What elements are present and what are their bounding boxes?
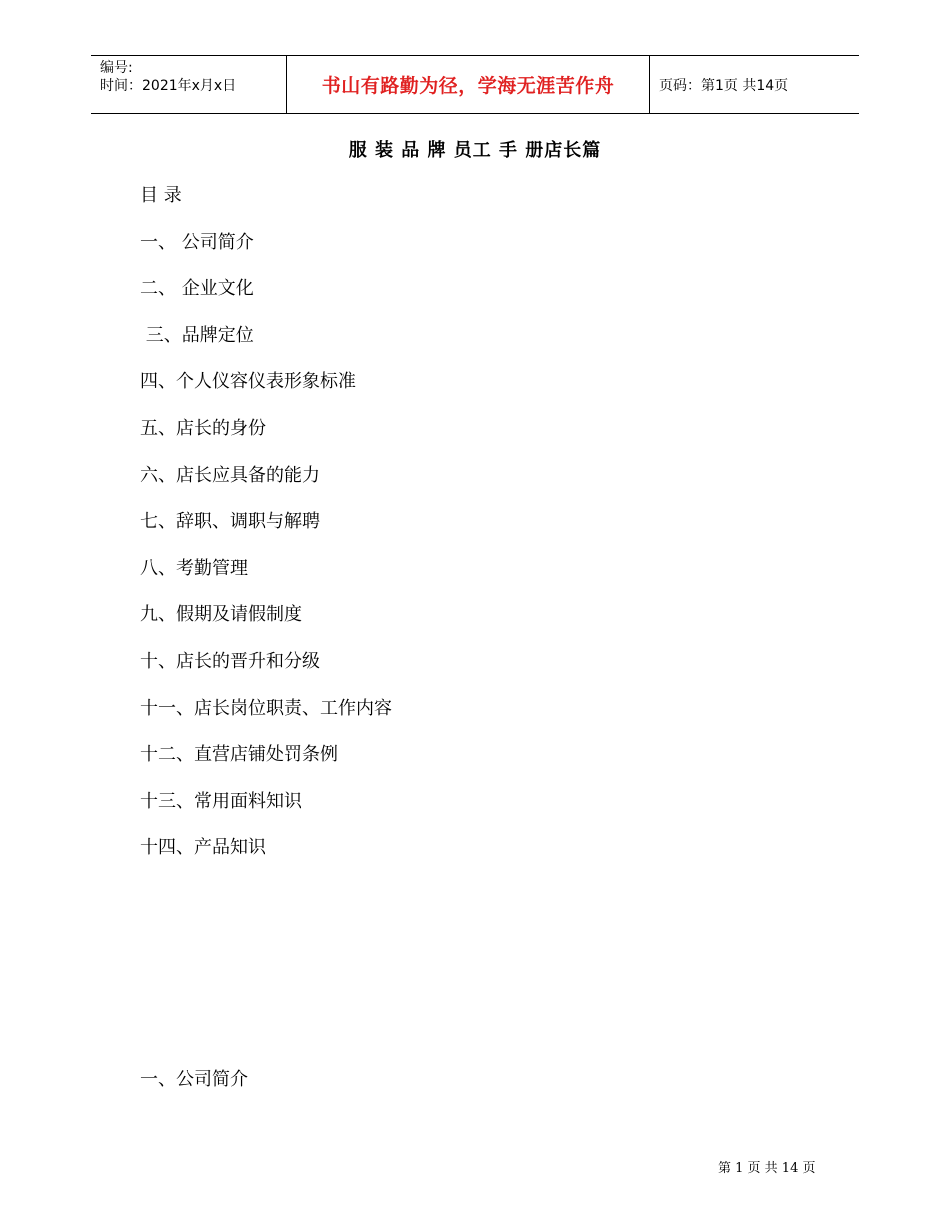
header-meta-cell [91, 56, 287, 113]
toc-item: 八、考勤管理 [140, 557, 248, 579]
toc-item: 十一、店长岗位职责、工作内容 [140, 697, 392, 719]
page-code-label: 页码：第1页 共14页 [659, 77, 789, 94]
document-header [91, 55, 859, 114]
header-motto-cell [287, 56, 650, 113]
header-page-cell [650, 56, 859, 113]
date-label: 时间：2021年x月x日 [100, 78, 237, 94]
toc-item: 二、 企业文化 [140, 278, 254, 300]
toc-item: 十四、产品知识 [140, 837, 266, 859]
section-heading: 一、公司简介 [140, 1069, 248, 1090]
toc-item: 七、辞职、调职与解聘 [140, 511, 320, 533]
toc-item: 四、个人仪容仪表形象标准 [140, 371, 356, 393]
toc-item: 三、品牌定位 [140, 324, 254, 346]
toc-item: 五、店长的身份 [140, 417, 266, 439]
motto-text: 书山有路勤为径，学海无涯苦作舟 [321, 75, 615, 97]
toc-item: 十二、直营店铺处罚条例 [140, 744, 338, 766]
toc-item: 六、店长应具备的能力 [140, 464, 320, 486]
toc-heading: 目 录 [140, 185, 182, 206]
toc-item: 十三、常用面料知识 [140, 790, 302, 812]
serial-number-label: 编号: [100, 60, 133, 76]
page-footer: 第 1 页 共 14 页 [718, 1161, 816, 1176]
document-title: 服 装 品 牌 员工 手 册店长篇 [348, 140, 602, 161]
toc-item: 九、假期及请假制度 [140, 604, 302, 626]
toc-item: 十、店长的晋升和分级 [140, 650, 320, 672]
table-of-contents [140, 184, 392, 883]
toc-item: 一、 公司简介 [140, 231, 254, 253]
